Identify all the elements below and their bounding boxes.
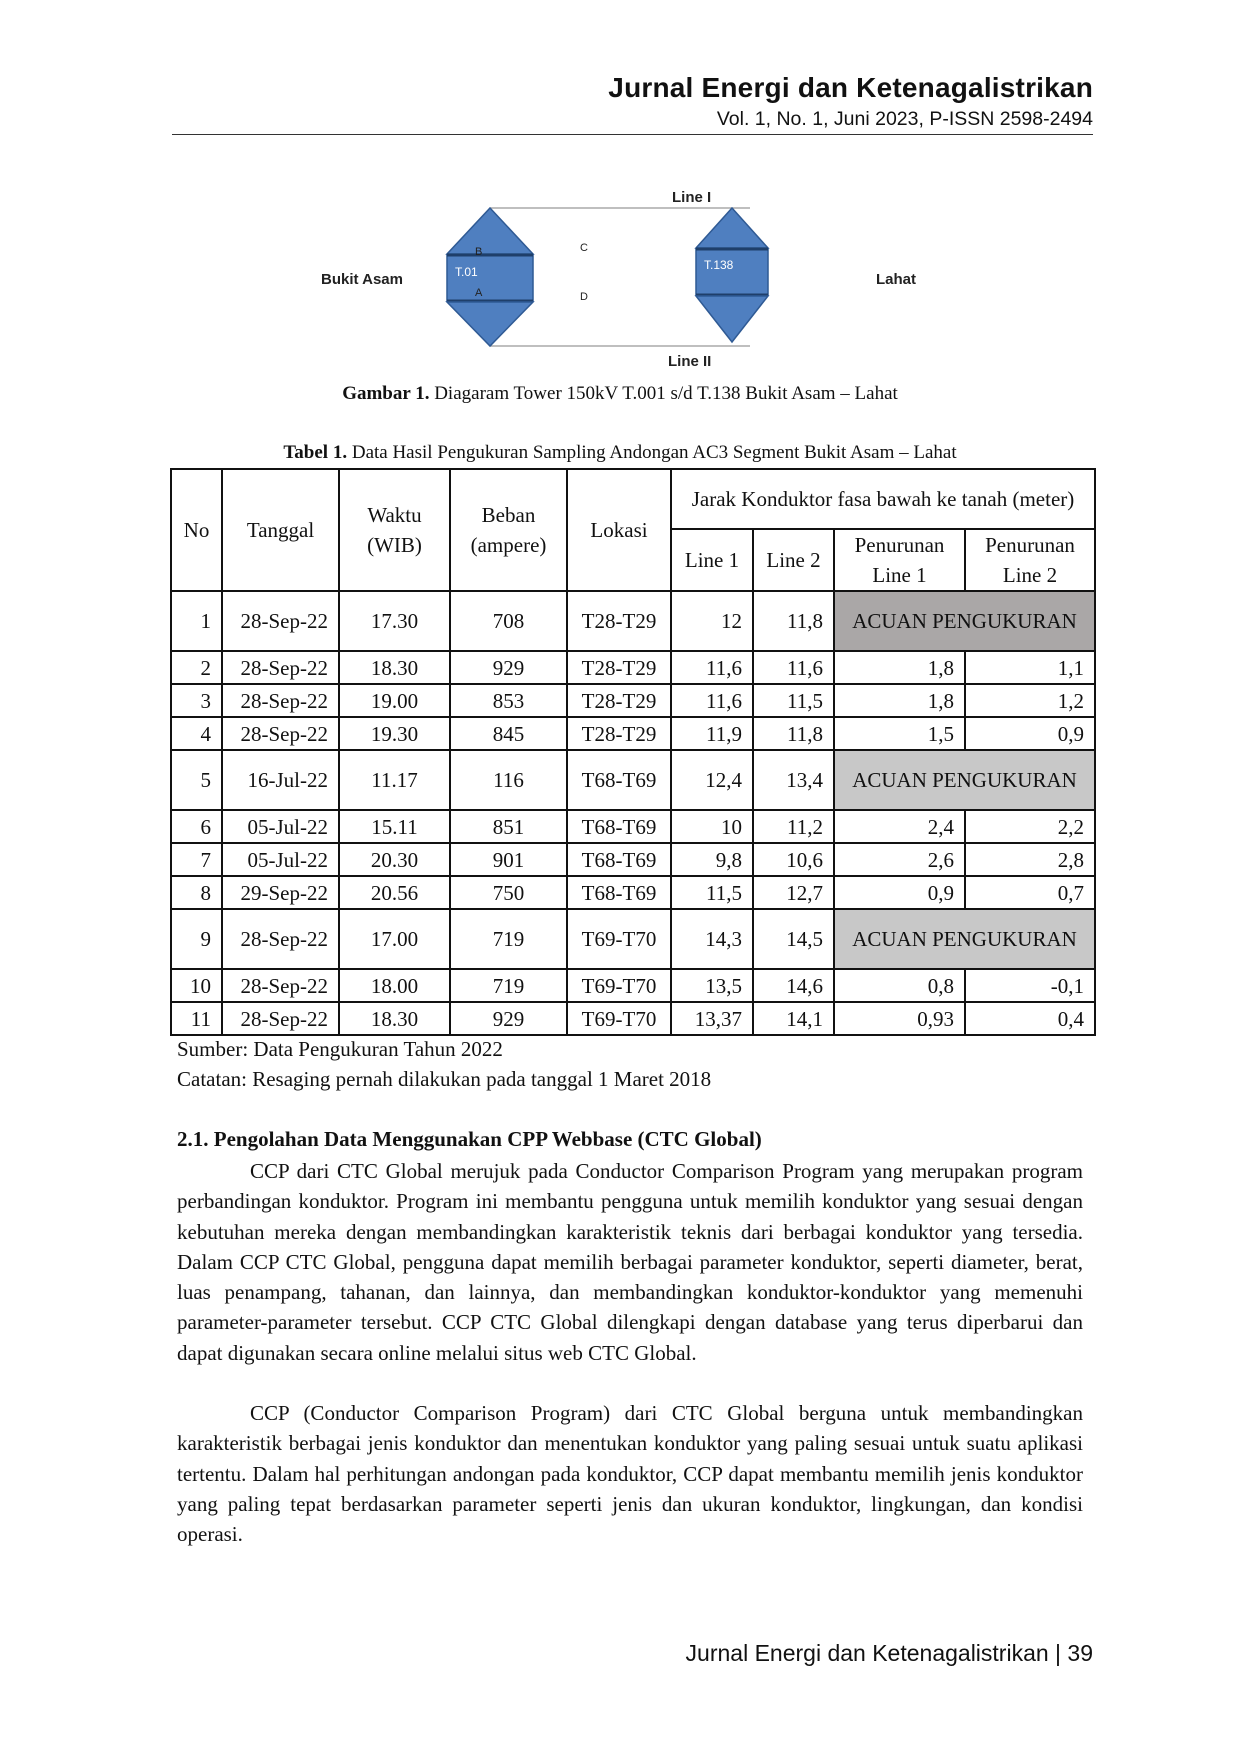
cell-beban: 750 — [450, 876, 567, 909]
header-tanggal: Tanggal — [222, 469, 339, 591]
cell-line2: 10,6 — [753, 843, 834, 876]
cell-line1: 9,8 — [671, 843, 753, 876]
tower-right-bottom-triangle — [696, 296, 768, 342]
cell-waktu: 18.00 — [339, 969, 450, 1002]
cell-tanggal: 28-Sep-22 — [222, 717, 339, 750]
cell-line2: 14,6 — [753, 969, 834, 1002]
table-caption-text: Data Hasil Pengukuran Sampling Andongan AC3 Segment Bukit Asam – Lahat — [347, 442, 957, 463]
header-line2: Line 2 — [753, 529, 834, 591]
cell-acuan-pengukuran: ACUAN PENGUKURAN — [834, 591, 1095, 651]
table-remark-note: Catatan: Resaging pernah dilakukan pada tanggal 1 Maret 2018 — [177, 1067, 712, 1091]
cell-beban: 708 — [450, 591, 567, 651]
body-paragraph-2: CCP (Conductor Comparison Program) dari CTC Global berguna untuk membandingkan karakteristik berbagai jenis konduktor dan menentukan konduktor yang paling sesuai untuk suatu aplikasi tertentu. Dalam hal perhitungan andongan pada konduktor, CCP dapat membantu memilih jenis konduktor yang paling tepat berdasarkan parameter seperti jenis dan ukuran konduktor, lingkungan, dan kondisi operasi. — [177, 1401, 1083, 1547]
cell-lokasi: T68-T69 — [567, 843, 671, 876]
header-waktu: Waktu (WIB) — [339, 469, 450, 591]
header-penurunan1: Penurunan Line 1 — [834, 529, 965, 591]
cell-waktu: 19.00 — [339, 684, 450, 717]
cell-penurunan1: 0,9 — [834, 876, 965, 909]
cell-line2: 11,8 — [753, 717, 834, 750]
cell-penurunan2: 0,7 — [965, 876, 1095, 909]
table-row — [171, 876, 1095, 909]
cell-line1: 11,6 — [671, 684, 753, 717]
cell-beban: 853 — [450, 684, 567, 717]
table-row — [171, 969, 1095, 1002]
header-jarak: Jarak Konduktor fasa bawah ke tanah (meter) — [671, 469, 1095, 529]
body-paragraph-1: CCP dari CTC Global merujuk pada Conductor Comparison Program yang merupakan program perbandingan konduktor. Program ini membantu pengguna untuk memilih konduktor yang sesuai dengan kebutuhan mereka dengan membandingkan karakteristik teknis dari berbagai konduktor yang tersedia. Dalam CCP CTC Global, pengguna dapat memilih berbagai parameter konduktor, seperti diameter, berat, luas penampang, tahanan, dan lainnya, dan membandingkan konduktor-konduktor yang memenuhi parameter-parameter tersebut. CCP CTC Global dilengkapi dengan database yang terus diperbarui dan dapat digunakan secara online melalui situs web CTC Global. — [177, 1159, 1083, 1365]
cell-no: 7 — [171, 843, 222, 876]
table-row — [171, 909, 1095, 969]
cell-no: 11 — [171, 1002, 222, 1035]
cell-tanggal: 28-Sep-22 — [222, 591, 339, 651]
cell-no: 8 — [171, 876, 222, 909]
cell-line2: 14,5 — [753, 909, 834, 969]
cell-penurunan2: -0,1 — [965, 969, 1095, 1002]
tower-right — [696, 208, 768, 342]
left-station-label: Bukit Asam — [321, 271, 403, 288]
cell-penurunan1: 1,8 — [834, 684, 965, 717]
cell-line1: 13,37 — [671, 1002, 753, 1035]
cell-line2: 11,2 — [753, 810, 834, 843]
cell-tanggal: 28-Sep-22 — [222, 1002, 339, 1035]
cell-line1: 12 — [671, 591, 753, 651]
cell-line2: 11,8 — [753, 591, 834, 651]
cell-tanggal: 16-Jul-22 — [222, 750, 339, 810]
tower-diagram-svg — [300, 180, 940, 370]
cell-no: 1 — [171, 591, 222, 651]
cell-acuan-pengukuran: ACUAN PENGUKURAN — [834, 909, 1095, 969]
cell-waktu: 18.30 — [339, 1002, 450, 1035]
cell-lokasi: T68-T69 — [567, 876, 671, 909]
cell-line1: 13,5 — [671, 969, 753, 1002]
cell-penurunan2: 2,8 — [965, 843, 1095, 876]
cell-waktu: 20.30 — [339, 843, 450, 876]
table-row — [171, 651, 1095, 684]
page-footer: Jurnal Energi dan Ketenagalistrikan | 39 — [685, 1640, 1093, 1666]
table-row — [171, 843, 1095, 876]
cell-penurunan1: 2,4 — [834, 810, 965, 843]
cell-lokasi: T69-T70 — [567, 969, 671, 1002]
cell-no: 4 — [171, 717, 222, 750]
cell-beban: 845 — [450, 717, 567, 750]
section-heading: 2.1. Pengolahan Data Menggunakan CPP Webbase (CTC Global) — [177, 1127, 762, 1151]
header-line1: Line 1 — [671, 529, 753, 591]
cell-waktu: 11.17 — [339, 750, 450, 810]
cell-no: 9 — [171, 909, 222, 969]
cell-lokasi: T68-T69 — [567, 810, 671, 843]
tower-right-top-triangle — [696, 208, 768, 248]
line-bottom-label: Line II — [668, 353, 712, 370]
point-a-label: A — [475, 287, 483, 299]
cell-penurunan2: 2,2 — [965, 810, 1095, 843]
cell-line1: 11,9 — [671, 717, 753, 750]
tower-left — [447, 208, 533, 346]
cell-lokasi: T28-T29 — [567, 684, 671, 717]
table-row — [171, 810, 1095, 843]
table-caption — [0, 442, 1240, 464]
cell-waktu: 18.30 — [339, 651, 450, 684]
line-top-label: Line I — [672, 189, 712, 206]
cell-lokasi: T28-T29 — [567, 651, 671, 684]
cell-penurunan1: 1,5 — [834, 717, 965, 750]
journal-volume-info: Vol. 1, No. 1, Juni 2023, P-ISSN 2598-2494 — [716, 108, 1093, 130]
cell-penurunan2: 0,9 — [965, 717, 1095, 750]
cell-no: 3 — [171, 684, 222, 717]
point-d-label: D — [580, 291, 588, 303]
cell-penurunan1: 2,6 — [834, 843, 965, 876]
cell-lokasi: T28-T29 — [567, 717, 671, 750]
cell-no: 2 — [171, 651, 222, 684]
measurement-table — [170, 468, 1096, 1036]
cell-beban: 116 — [450, 750, 567, 810]
cell-beban: 851 — [450, 810, 567, 843]
cell-penurunan2: 1,1 — [965, 651, 1095, 684]
tower-left-top-triangle — [447, 208, 533, 254]
table-row — [171, 591, 1095, 651]
cell-tanggal: 05-Jul-22 — [222, 843, 339, 876]
cell-waktu: 20.56 — [339, 876, 450, 909]
cell-lokasi: T69-T70 — [567, 1002, 671, 1035]
cell-beban: 929 — [450, 651, 567, 684]
cell-penurunan1: 0,8 — [834, 969, 965, 1002]
tower-right-label: T.138 — [704, 258, 734, 272]
cell-line2: 13,4 — [753, 750, 834, 810]
cell-penurunan1: 1,8 — [834, 651, 965, 684]
cell-penurunan2: 0,4 — [965, 1002, 1095, 1035]
table-row — [171, 717, 1095, 750]
header-lokasi: Lokasi — [567, 469, 671, 591]
point-c-label: C — [580, 242, 588, 254]
point-b-label: B — [475, 246, 483, 258]
cell-line1: 10 — [671, 810, 753, 843]
journal-title: Jurnal Energi dan Ketenagalistrikan — [608, 72, 1093, 103]
cell-tanggal: 28-Sep-22 — [222, 969, 339, 1002]
cell-beban: 719 — [450, 969, 567, 1002]
header-beban: Beban (ampere) — [450, 469, 567, 591]
cell-penurunan2: 1,2 — [965, 684, 1095, 717]
figure-caption — [0, 383, 1240, 405]
cell-penurunan1: 0,93 — [834, 1002, 965, 1035]
cell-tanggal: 29-Sep-22 — [222, 876, 339, 909]
cell-waktu: 19.30 — [339, 717, 450, 750]
cell-acuan-pengukuran: ACUAN PENGUKURAN — [834, 750, 1095, 810]
right-station-label: Lahat — [876, 271, 917, 288]
cell-no: 5 — [171, 750, 222, 810]
table-row — [171, 750, 1095, 810]
cell-no: 10 — [171, 969, 222, 1002]
figure-caption-text: Diagaram Tower 150kV T.001 s/d T.138 Bukit Asam – Lahat — [429, 383, 898, 404]
cell-line2: 11,5 — [753, 684, 834, 717]
tower-diagram — [300, 180, 940, 370]
cell-line1: 11,6 — [671, 651, 753, 684]
cell-line1: 11,5 — [671, 876, 753, 909]
table-caption-prefix: Tabel 1. — [283, 442, 348, 463]
cell-beban: 901 — [450, 843, 567, 876]
cell-line1: 12,4 — [671, 750, 753, 810]
table-row — [171, 1002, 1095, 1035]
cell-line2: 11,6 — [753, 651, 834, 684]
tower-left-label: T.01 — [455, 265, 478, 279]
cell-tanggal: 05-Jul-22 — [222, 810, 339, 843]
cell-tanggal: 28-Sep-22 — [222, 651, 339, 684]
header-divider — [172, 134, 1093, 135]
cell-beban: 719 — [450, 909, 567, 969]
cell-tanggal: 28-Sep-22 — [222, 684, 339, 717]
cell-lokasi: T68-T69 — [567, 750, 671, 810]
cell-no: 6 — [171, 810, 222, 843]
cell-lokasi: T28-T29 — [567, 591, 671, 651]
table-header-row-1 — [171, 469, 1095, 529]
cell-line1: 14,3 — [671, 909, 753, 969]
table-source-note: Sumber: Data Pengukuran Tahun 2022 — [177, 1037, 503, 1061]
table-row — [171, 684, 1095, 717]
cell-line2: 14,1 — [753, 1002, 834, 1035]
cell-line2: 12,7 — [753, 876, 834, 909]
cell-waktu: 17.30 — [339, 591, 450, 651]
cell-lokasi: T69-T70 — [567, 909, 671, 969]
cell-tanggal: 28-Sep-22 — [222, 909, 339, 969]
cell-waktu: 15.11 — [339, 810, 450, 843]
tower-left-bottom-triangle — [447, 302, 533, 346]
cell-beban: 929 — [450, 1002, 567, 1035]
tower-right-body — [696, 249, 768, 295]
header-penurunan2: Penurunan Line 2 — [965, 529, 1095, 591]
header-no: No — [171, 469, 222, 591]
cell-waktu: 17.00 — [339, 909, 450, 969]
figure-caption-prefix: Gambar 1. — [342, 383, 430, 404]
